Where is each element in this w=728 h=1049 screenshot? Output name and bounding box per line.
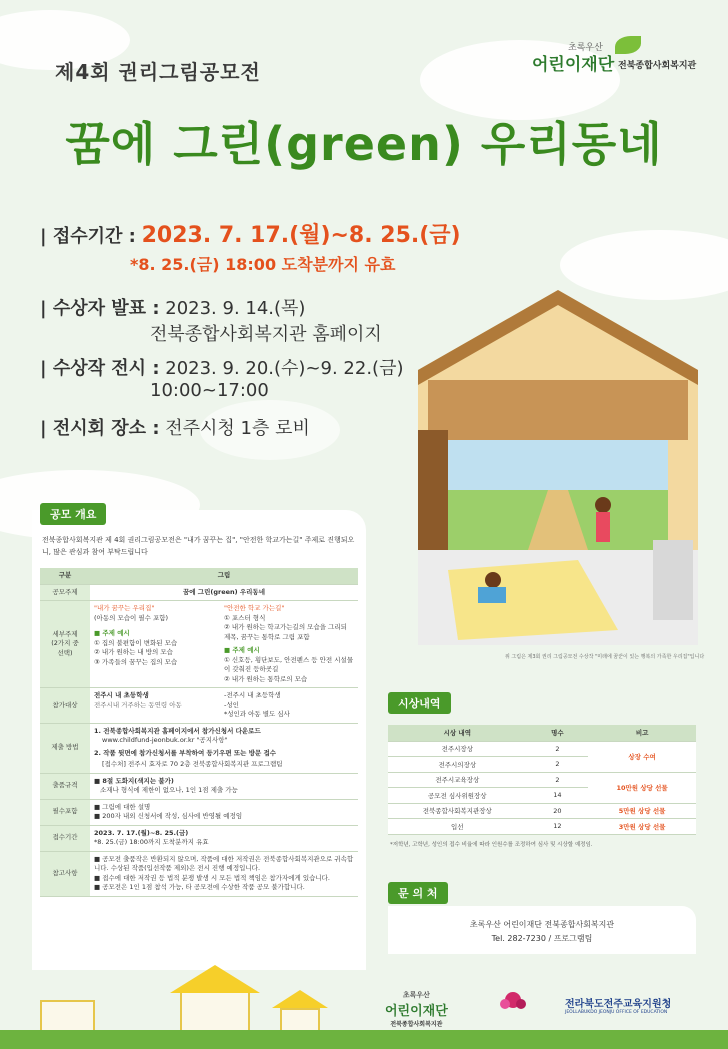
main-title: 꿈에 그린(green) 우리동네	[65, 117, 663, 171]
contact-box	[388, 906, 696, 954]
method-address: [접수처] 전주시 효자로 70 2층 전북종합사회복지관 프로그램팀	[102, 760, 283, 768]
theme-home	[94, 604, 224, 684]
list-item: ■ 공모전은 1인 1점 참석 가능, 타 공모전에 수상한 작품 공모 불가합니다.	[94, 883, 305, 891]
list-item: ② 내가 원하는 통학로의 모습	[224, 674, 308, 683]
theme-examples-label: ■ 주제 예시	[94, 629, 130, 637]
prize-name: 전주시장상	[388, 741, 527, 757]
prize-note: 10만원 상당 선물	[588, 772, 696, 803]
footer-logo-youth-center	[488, 990, 538, 1020]
house-illustration	[40, 1000, 95, 1032]
row-key: 공모주제	[40, 584, 90, 601]
overview-intro: 전북종합사회복지관 제 4회 권리그림공모전은 "내가 꿈꾸는 집", "안전한 학교가는길" 주제로 진행되오니, 많은 관심과 참여 부탁드립니다	[42, 536, 355, 556]
exhibit-time: 10:00~17:00	[150, 380, 269, 401]
prize-count: 2	[527, 757, 589, 773]
logo-name: 어린이재단	[532, 55, 615, 75]
notes-value	[90, 851, 358, 896]
table-row	[388, 803, 696, 819]
leaf-icon	[615, 36, 641, 54]
contest-subtitle: 제4회 권리그림공모전	[55, 60, 261, 84]
period-date: 2023. 7. 17.(월)~8. 25.(금)	[94, 828, 189, 837]
prize-footnote: *저학년, 고학년, 성인의 접수 비율에 따라 인원수를 조정하여 심사 및 시상할 예정임.	[390, 842, 593, 848]
prize-tab	[388, 692, 451, 714]
method-step: 2. 작품 뒷면에 참가신청서를 부착하여 등기우편 또는 방문 접수	[94, 748, 277, 757]
prize-illustration	[418, 290, 698, 645]
contact-tab	[388, 882, 448, 904]
value: 2023. 9. 20.(수)~9. 22.(금)	[165, 358, 404, 379]
table-row	[40, 773, 358, 799]
value: 2023. 9. 14.(목)	[165, 298, 306, 319]
footer-logo-tagline: 초록우산	[402, 991, 430, 999]
contact-org: 초록우산 어린이재단 전북종합사회복지관	[469, 920, 615, 929]
childfund-logo	[520, 40, 700, 80]
table-row	[40, 851, 358, 896]
ground	[0, 1030, 728, 1049]
detail-value	[90, 601, 358, 688]
list-item: ② 내가 원하는 학교가는길의 모습을 그리되 제목, 꿈꾸는 통학로 그림 포함	[224, 623, 347, 641]
size-spec: ■ 8절 도화지(색지는 불가)	[94, 776, 174, 785]
roof-illustration	[272, 990, 328, 1008]
row-key: 참가대상	[40, 688, 90, 724]
table-head	[388, 725, 696, 741]
label: | 수상작 전시 :	[40, 358, 160, 379]
target-value	[90, 688, 358, 724]
footer-logo-education-office	[565, 995, 671, 1015]
illustration-caption: 위 그림은 제3회 권리 그림공모전 수상작 "미래에 꿈꾼이 있는 행복의 가족한 우리집"입니다	[505, 654, 705, 660]
list-item: ■ 그림에 대한 설명	[94, 802, 151, 811]
table-row	[40, 723, 358, 773]
table-row	[40, 584, 358, 601]
head-key: 구분	[40, 568, 90, 584]
prize-count: 2	[527, 741, 589, 757]
row-key: 접수기간	[40, 825, 90, 851]
theme-school-road	[224, 604, 354, 684]
method-url[interactable]: www.childfund-jeonbuk.or.kr "공지사항"	[102, 736, 228, 744]
prize-count: 12	[527, 819, 589, 835]
announce-place: 전북종합사회복지관 홈페이지	[150, 324, 382, 345]
row-key: 참고사항	[40, 851, 90, 896]
list-item: ■ 접수에 대한 저작권 등 법적 분쟁 발생 시 모든 법적 책임은 참가자에게 있습니다.	[94, 873, 330, 882]
row-key: 출품규격	[40, 773, 90, 799]
count-head: 명수	[527, 725, 589, 741]
announce-date	[40, 294, 305, 320]
prize-note: 3만원 상당 선물	[588, 819, 696, 835]
method-step: 1. 전북종합사회복지관 홈페이지에서 참가신청서 다운로드	[94, 726, 261, 735]
row-key: 필수포함	[40, 799, 90, 825]
value: 전주시청 1층 로비	[165, 418, 310, 439]
overview-tab-label: 공모 개요	[50, 508, 97, 521]
theme-value: 꿈에 그린(green) 우리동네	[90, 584, 358, 601]
prize-count: 14	[527, 788, 589, 804]
period-note: *8. 25.(금) 18:00까지 도착분까지 유효	[94, 838, 209, 846]
list-item: ■ 공모전 출품작은 반환되지 않으며, 작품에 대한 저작권은 전북종합사회복지관으로 귀속합니다. 수상된 작품(입선작품 제외)은 전시 진행 예정입니다.	[94, 854, 354, 872]
table-row	[388, 819, 696, 835]
method-value	[90, 723, 358, 773]
table-row	[388, 772, 696, 788]
prize-head: 시상 내역	[388, 725, 527, 741]
size-value	[90, 773, 358, 799]
target-note: *성인과 아동 별도 심사	[224, 710, 290, 718]
theme-sub: (아동의 모습이 필수 포함)	[94, 613, 169, 622]
contact-tab-label: 문 의 처	[398, 887, 438, 900]
head-value: 그림	[90, 568, 358, 584]
table-row	[40, 601, 358, 688]
prize-name: 공모전 심사위원장상	[388, 788, 527, 804]
prize-name: 전주시교육장상	[388, 772, 527, 788]
table-row	[40, 825, 358, 851]
submission-period	[40, 218, 461, 249]
note-head: 비고	[588, 725, 696, 741]
logo-org: 전북종합사회복지관	[618, 61, 697, 71]
prize-note: 상장 수여	[588, 741, 696, 772]
house-illustration	[280, 1008, 320, 1032]
overview-table	[40, 568, 358, 897]
footer-logo-name: 어린이재단	[385, 1004, 448, 1019]
label: | 접수기간 :	[40, 226, 136, 247]
row-key: 세부주제 (2가지 중 선택)	[40, 601, 90, 688]
footer-logo-edu-kr: 전라북도전주교육지원청	[565, 999, 672, 1010]
list-item: ② 내가 원하는 내 방의 모습	[94, 648, 173, 656]
target-adult: -성인	[224, 700, 239, 709]
prize-name: 전북종합사회복지관장상	[388, 803, 527, 819]
theme-title: "안전한 학교 가는길"	[224, 604, 285, 612]
list-item: ① 포스터 형식	[224, 613, 266, 622]
value: 2023. 7. 17.(월)~8. 25.(금)	[141, 223, 461, 248]
list-item: ■ 200자 내외 신청서에 작성, 심사에 반영될 예정임	[94, 812, 243, 820]
list-item: ① 신호등, 횡단보도, 안전펜스 등 안전 시설물이 갖춰진 등하굣길	[224, 655, 354, 673]
label: | 수상자 발표 :	[40, 298, 160, 319]
table-row	[40, 688, 358, 724]
footer-logo-edu-en: JEOLLABUKDO JEONJU OFFICE OF EDUCATION	[565, 1010, 668, 1015]
target-child-note: 전주시내 거주하는 동연령 아동	[94, 700, 182, 709]
exhibit-date	[40, 354, 404, 380]
target-child: 전주시 내 초등학생	[94, 691, 149, 699]
flower-icon	[493, 990, 533, 1016]
theme-examples-label: ■ 주제 예시	[224, 646, 260, 654]
roof-illustration	[170, 965, 260, 993]
list-item: ① 집의 불편함이 변화된 모습	[94, 638, 178, 647]
submission-note: *8. 25.(금) 18:00 도착분까지 유효	[130, 255, 396, 274]
target-group: -전주시 내 초등학생	[224, 691, 281, 699]
prize-name: 입선	[388, 819, 527, 835]
theme-title: "내가 꿈꾸는 우리집"	[94, 604, 155, 612]
prize-count: 20	[527, 803, 589, 819]
required-value	[90, 799, 358, 825]
table-row	[388, 741, 696, 757]
table-row	[40, 799, 358, 825]
table-head	[40, 568, 358, 584]
row-key: 제출 방법	[40, 723, 90, 773]
size-note: 소재나 형식에 제한이 없으나, 1인 1점 제출 가능	[100, 786, 238, 794]
prize-note: 5만원 상당 선물	[588, 803, 696, 819]
footer-logo-org: 전북종합사회복지관	[390, 1021, 443, 1028]
contact-phone[interactable]: Tel. 282-7230 / 프로그램팀	[491, 934, 593, 943]
prize-name: 전주시의장상	[388, 757, 527, 773]
venue	[40, 414, 310, 440]
prize-table	[388, 725, 696, 835]
overview-tab	[40, 503, 106, 525]
period-value	[90, 825, 358, 851]
footer-logo-childfund	[385, 990, 448, 1028]
house-illustration	[180, 990, 250, 1032]
logo-tagline: 초록우산	[568, 43, 603, 53]
list-item: ③ 가족들의 꿈꾸는 집의 모습	[94, 657, 178, 666]
label: | 전시회 장소 :	[40, 418, 160, 439]
prize-tab-label: 시상내역	[398, 697, 441, 710]
prize-count: 2	[527, 772, 589, 788]
